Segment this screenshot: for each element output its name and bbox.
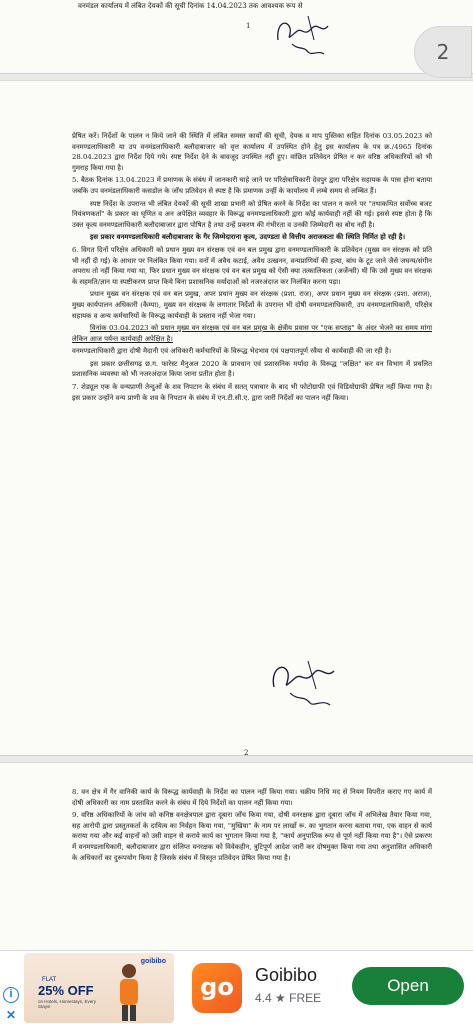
promo-flat: FLAT (42, 977, 57, 983)
paragraph: 8. वन क्षेत्र में गैर वानिकी कार्य के विरूद्ध कार्यवाही के निर्देश का पालन नहीं किया गया। चक्रीय निधि मद से नियम विपरीत कराए गए कार्य में दोषी अधिकारी का नाम प्रस्तावित करने के संबंध में दिये निर्देशों का पालन नहीं किया गया। (72, 788, 432, 807)
info-icon[interactable]: i (3, 987, 19, 1003)
app-name[interactable]: Goibibo (255, 965, 318, 985)
star-icon: ★ (275, 991, 286, 1005)
paragraph: 9. वरिष्ठ अधिकारियों के जांच को कनिष्ठ वनक्षेत्रपाल द्वारा दूबारा जाँच किया गया, दोषी वनरक्षक द्वारा दूबारा जाँच में अभिलेख तैयार किया गया, सह आरोपी द्वारा प्रस्तुतकर्ता के दायित्व का निर्वहन किया गया, "मुखिया" के नाम पर लाखों रू. का भुगतान करना बताया गया, एक वाहन से कार्य कराया गया और कई वाहनों को उसी वाहन से कराये कार्य का भुगतान किया गया है, "कार्य अनुपातिक रूप से पूर्ण नहीं किया गया है"। ऐसे प्रकरण में वनमण्डलाधिकारी, बलौदाबाजार द्वारा संलिप्त वनरक्षक को विवेकहीन, त्रुटिपूर्ण आदेश जारी कर दोषमुक्त किया गया तथा अनुशासित अधिकारी के अधिकारों का दुरूपयोग किया है जिसके संबंध में विस्तृत प्रतिवेदन प्रेषित किया गया है। (72, 811, 432, 862)
ad-banner[interactable] (0, 950, 473, 1024)
page-1-last-line: वनमंडल कार्यालय में लंबित देयकों की सूची दिनांक 14.04.2023 तक आवश्यक रूप से (78, 2, 303, 10)
signature-image (268, 10, 334, 60)
promo-brand: goibibo (140, 958, 166, 965)
document-page-2 (0, 80, 473, 756)
rating-value: 4.4 (255, 991, 272, 1005)
page-2-body (72, 131, 432, 405)
paragraph: इस प्रकार छत्तीसगढ़ छ.ग. फारेस्ट मैनुअल 2020 के प्रावधान एवं प्रशासनिक मर्यादा के विरूद्ध "लक्षित" कर वन विभाग में प्रचलित प्रशासनिक व्यवस्था को भी नजरअंदाज किया जाना प्रतीत होता है। (72, 359, 432, 379)
ad-promo-image[interactable] (24, 953, 174, 1023)
paragraph: विनांक 03.04.2023 को प्रधान मुख्य वन संरक्षक एवं वन बल प्रमुख के क्षेत्रीय प्रवास पर "एक सप्ताह" के अंदर भेजने का समय मांगा लेकिन आज पर्यन्त कार्यवाही अपेक्षित है। (72, 324, 432, 343)
open-button[interactable]: Open (352, 967, 464, 1005)
paragraph: 7. शेड्यूल एक के वन्यप्राणी तेन्दुओं के शव निपटान के संबंध में सतत् पत्राचार के बाद भी फोटोग्राफी एवं विडियोग्राफी प्रेषित नहीं किया गया है। इस प्रकार उन्होंने वन्य प्राणी के शव के निपटान के संबंध में एन.टी.सी.ए. द्वारा जारी निर्देशों का पालन नहीं किया। (72, 383, 432, 402)
paragraph: इस प्रकार वनमण्डलाधिकारी बलौदाबाजार के गैर जिम्मेदाराना कृत्य, उदण्डता से वित्तीय अराजकता की स्थिति निर्मित हो रही है। (90, 233, 406, 242)
paragraph: 6. विगत दिनों परिक्षेत्र अधिकारी को प्रधान मुख्य वन संरक्षक एवं वन बल प्रमुख द्वारा वनमण्डलाधिकारी के प्रतिवेदन (मुख्य वन संरक्षक को प्रति भी नहीं दी गई) के आधार पर निलंबित किया गया। वनों में अवैध कटाई, अवैध उत्खनन, वन्यप्राणियों की हत्या, बांध के टूट जाने जैसे जघन्य/संगीन अपराध तो नहीं किया गया था, फिर प्रधान मुख्य वन संरक्षक एवं वन बल प्रमुख को ऐसी क्या तत्कालिकता (अर्जेन्सी) थी कि उसे मुख्य वन संरक्षक के सहमति/ज्ञान या स्पष्टीकरण प्राप्त किये बिना प्रशासनिक मर्यादाओं को नजरअंदाज कर निलंबित करना पड़ा। (72, 245, 432, 286)
paragraph: प्रधान मुख्य वन संरक्षक एवं वन बल प्रमुख, अपर प्रधान मुख्य वन संरक्षक (प्रशा. राज), अपर प्रधान मुख्य वन संरक्षक (प्रशा. अराज), मुख्य कार्यपालन अधिकारी (कैम्पा), मुख्य वन संरक्षक के लगातार निर्देशों के उपरान्त भी दोषी वनमण्डलाधिकारी, उप वनमण्डलाधिकारी, परिक्षेत्र सहायक व अन्य कर्मचारियों के विरूद्ध कार्यवाही के प्रस्ताव नहीं भेजा गया। (72, 290, 432, 320)
goibibo-logo-icon[interactable]: go (192, 963, 242, 1013)
page-1-number: 1 (246, 22, 251, 30)
price-label: FREE (289, 991, 322, 1005)
page-indicator-badge: 2 (414, 26, 472, 78)
document-page-3 (0, 762, 473, 950)
document-page-1 (0, 0, 473, 74)
promo-subtext: on Hotels, Homestays, Every Stays! (38, 999, 97, 1009)
paragraph: 5. बैठक दिनांक 13.04.2023 में प्रमाणक के संबंध में जानकारी चाहे जाने पर परिक्षेत्राधिकारी देवपुर द्वारा परिक्षेत्र सहायक के पास होना बताया जबकि उप वनमंडलाधिकारी कसडोल के जाँच प्रतिवेदन से स्पष्ट है कि प्रमाणक उन्हीं के कार्यालय में लम्बे समय से लम्बित हैं। (72, 176, 432, 195)
paragraph: स्पष्ट निर्देश के उपरान्त भी लंबित देयकों की सूची शाखा प्रभारी को प्रेषित करने के निर्देश का पालन न करने पर "तथाकथित सर्वोच्च बजट नियंत्रणकर्ता" के प्रकार का घृणित व अन अपेक्षित व्यवहार के विरूद्ध वनमण्डलाधिकारी द्वारा कोई कार्यवाही नहीं की गई। इससे स्पष्ट होता है कि उक्त कृत्य वनमण्डलाधिकारी बलौदाबाजार द्वारा पोषित है तथा उन्हें प्रकरण की गंभीरता व उनकी जिम्मेदारी का बोध नहीं है। (72, 199, 432, 229)
app-rating (255, 991, 321, 1005)
paragraph: वनमण्डलाधिकारी द्वारा दोषी मैदानी एवं अधिकारी कर्मचारियों के विरूद्ध भेदभाव एवं पक्षपातपूर्ण रवैया से कार्यवाही की जा रही है। (72, 347, 392, 356)
close-icon[interactable]: ✕ (6, 1008, 17, 1022)
page-2-number: 2 (244, 749, 249, 756)
paragraph: प्रेषित करें। निर्देशों के पालन न किये जाने की स्थिति में लंबित समस्त कार्यों की सूची, देयक व माप पुस्तिका सहित दिनांक 03.05.2023 को वनमण्डलाधिकारी या उप वनमंडलाधिकारी बलौदाबाजार को वृत्त कार्यालय में उपस्थित होने हेतु इस कार्यालय के पत्र क्र./4965 दिनांक 28.04.2023 द्वारा निर्देश दिये गये। स्पष्ट निर्देश देने के बावजूद उपस्थित नहीं हुए। वांछित प्रतिवेदन प्रेषित न कर वरिष्ठ अधिकारियों को भी गुमराह किया गया है। (72, 132, 432, 172)
promo-offer: 25% OFF (38, 983, 94, 998)
promo-person-image (112, 961, 146, 1023)
signature-image (262, 653, 342, 711)
page-3-body (72, 787, 432, 865)
